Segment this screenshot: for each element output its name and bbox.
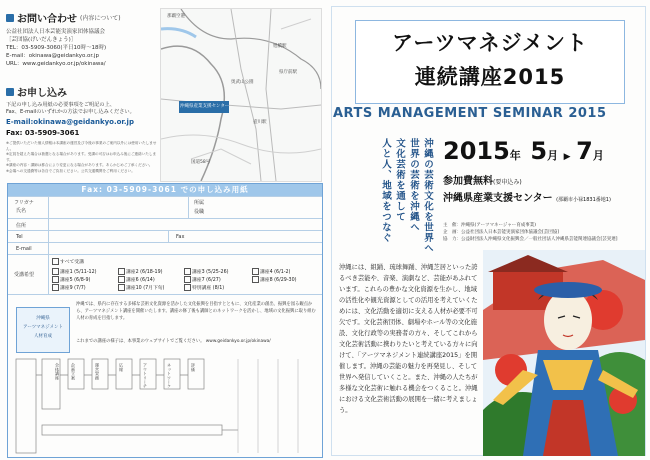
venue: 沖縄県産業支援センター [443,193,553,204]
affiliation-field[interactable] [208,199,318,217]
address-field[interactable] [50,220,318,230]
email-field[interactable] [50,244,318,254]
apply-email[interactable]: E-mail:okinawa@geidankyo.or.jp [6,118,134,126]
map-label-station-2: 旭橋駅 [273,44,287,49]
contact-section [6,10,156,68]
fax-bar: Fax: 03-5909-3061 での申し込み用紙 [8,184,322,196]
contact-title: お問い合わせ (内容について) [6,10,156,25]
application-form [7,183,323,458]
checkbox-icon [118,284,125,291]
row-address: 住所 [8,218,322,231]
map-label-airport: 那覇空港 [167,14,185,19]
checkbox-icon [52,284,59,291]
access-map [160,8,322,182]
tagline-1: 沖縄の芸術文化を世界へ [422,138,433,254]
map-venue-label: 沖縄県産業支援センター [180,104,230,109]
checkbox-icon [184,276,191,283]
course-4[interactable]: 講座4 (6/1-2) [252,268,290,275]
course-6[interactable]: 講座6 (6/14) [118,276,155,283]
checkbox-icon [118,268,125,275]
course-1[interactable]: 講座1 (5/11-12) [52,268,97,275]
course-10[interactable]: 講座10 (7月下旬) [118,284,164,291]
course-3[interactable]: 講座3 (5/25-26) [184,268,229,275]
course-2[interactable]: 講座2 (6/18-19) [118,268,163,275]
checkbox-icon [52,276,59,283]
checkbox-icon [252,268,259,275]
flow-item-3: 運営実務 [95,363,100,380]
event-date: 2015年 5月 ▶ 7月 [443,137,604,165]
checkbox-icon [52,258,59,265]
map-label-station-1: 壺川駅 [253,120,267,125]
body-text: 沖縄には、組踊、琉球舞踊、沖縄芝居といった誇るべき芸能や、音楽、演劇など、芸能があふれています。これらの豊かな文化資源を生かし、地域の活性化や観光資源としての活用を考えていくためには、文化活動を適切に支える人材が必要不可欠です。文化芸術団体、劇場やホール等の文化施設、文化行政等の実務者の方々、そしてこれから文化芸術活動に携わりたいと考えている方々に向けて、「アーツマネジメント連続講座2015」を開催します。沖縄の芸能の魅力を再発見し、そして世界へ発信していくこと。また、沖縄の人たちが多様な文化芸術に触れる機会をつくること。沖縄における文化芸術活動の展開を一緒に考えましょう。 [339,264,478,414]
course-special[interactable]: 特別講座 (8/1) [184,284,224,291]
title-box [355,20,625,104]
program-note-2: これまでの講座の様子は、本事業のウェブサイトでご覧ください。 www.geidankyo.or.jp/okinawa/ [76,339,271,344]
apply-notes: ※ご提供いただいた個人情報は本講座の運営及び今後の事業のご案内以外には使用いたしません。 ※定員を超えた場合は抽選となる場合があります。受講の可否はお申込み後にご連絡いたします。 ※講座の内容・講師は都合により変更になる場合があります。あらかじめご了承ください。 ※会場への交通費等は各自でご負担ください。公共交通機関をご利用ください。 [6,141,157,173]
apply-desc-1: 下記の申し込み用紙の必要事項をご明記の上、 [6,102,115,108]
contact-org-sub: ［芸団協(げいだんきょう)］ [6,37,77,43]
row-name: フリガナ 氏名 所属 役職 [8,196,322,219]
course-8[interactable]: 講座8 (6/29-30) [252,276,297,283]
apply-section [6,84,158,174]
map-label-road: 国道58号 [191,160,211,165]
flow-item-4: 広報 [119,363,124,372]
apply-fax: Fax: 03-5909-3061 [6,129,80,137]
row-tel: Tel Fax [8,230,322,243]
tagline-4: 人と人、地域をつなぐ [380,138,391,243]
course-9[interactable]: 講座9 (7/7) [52,284,86,291]
arrow-icon: ▶ [563,152,571,162]
organizers: 主 催：沖縄県(アーツマネージャー育成事業) 企 画：公益社団法人日本芸能実演家団体協議会[芸団協] 協 力：公益財団法人沖縄県文化振興会／一般社団法人沖縄県芸能関連協議会[芸実連] [443,223,618,242]
row-email: E-mail [8,242,322,255]
apply-title: お申し込み [6,84,158,99]
contact-tel: TEL：03-5909-3060(平日10時〜18時) [6,45,107,51]
flow-item-1: 全体講座 [55,363,60,380]
checkbox-icon [118,276,125,283]
checkbox-icon [52,268,59,275]
course-all[interactable]: すべて受講 [52,258,84,265]
program-note: 沖縄では、県内に存在する多様な芸術文化資源を活かした文化振興を目指すとともに、文化産業の創出、振興を図る観点から、アーツマネジメント講座を開催いたします。講座の修了後も講師とのネットワークを活かし、地域の文化振興に取り組む人材の育成を目指します。 [76,302,316,321]
flow-item-6: ネットワーク [167,363,172,389]
checkbox-icon [184,284,191,291]
name-field[interactable] [50,199,186,217]
course-5[interactable]: 講座5 (6/8-9) [52,276,90,283]
flow-item-7: 評価 [191,363,196,372]
program-side-box: 沖縄県 アーツマネジメント 人材育成 [16,307,70,353]
map-label-station-3: 県庁前駅 [279,70,297,75]
checkbox-icon [252,276,259,283]
dancer-illustration [483,250,645,456]
fax-field[interactable] [190,232,318,242]
section-marker-icon [6,14,14,22]
apply-desc-2: Fax、E-mailのいずれかの方法でお申し込みください。 [6,109,135,115]
contact-org: 公益社団法人日本芸能実演家団体協議会 [6,29,106,35]
event-info: 参加費無料(要申込み) 沖縄県産業支援センター (那覇市小禄1831番地1) [443,176,611,204]
fee: 参加費無料 [443,176,493,187]
section-marker-icon [6,88,14,96]
title-english: ARTS MANAGEMENT SEMINAR 2015 [333,106,607,121]
map-label-park: 奥武山公園 [231,80,254,85]
tagline-3: 文化芸術を通して [394,138,405,222]
title-line-2: 連続講座2015 [414,65,566,89]
row-courses: 受講希望 すべて受講 講座1 (5/11-12) 講座2 (6/18-19) 講座3 (5/25-26) 講座4 (6/1-2) 講座5 (6/8-9) 講座6 (6/14) 講座7 (6/27) 講座8 (6/29-30) 講座9 (7/7) 講座10 (7月下旬) 特別講座 (8/1) [8,254,322,295]
program-info [8,294,322,458]
contact-url[interactable]: URL：www.geidankyo.or.jp/okinawa/ [6,61,106,67]
contact-email[interactable]: E-mail：okinawa@geidankyo.or.jp [6,53,99,59]
checkbox-icon [184,268,191,275]
tagline-2: 世界の芸術を沖縄へ [408,138,419,233]
flow-item-5: アウトリーチ [143,363,148,389]
flow-item-2: 企画立案 [71,363,76,380]
right-page [325,0,650,460]
tel-field[interactable] [50,232,166,242]
course-7[interactable]: 講座7 (6/27) [184,276,221,283]
title-line-1: アーツマネジメント [392,31,588,55]
